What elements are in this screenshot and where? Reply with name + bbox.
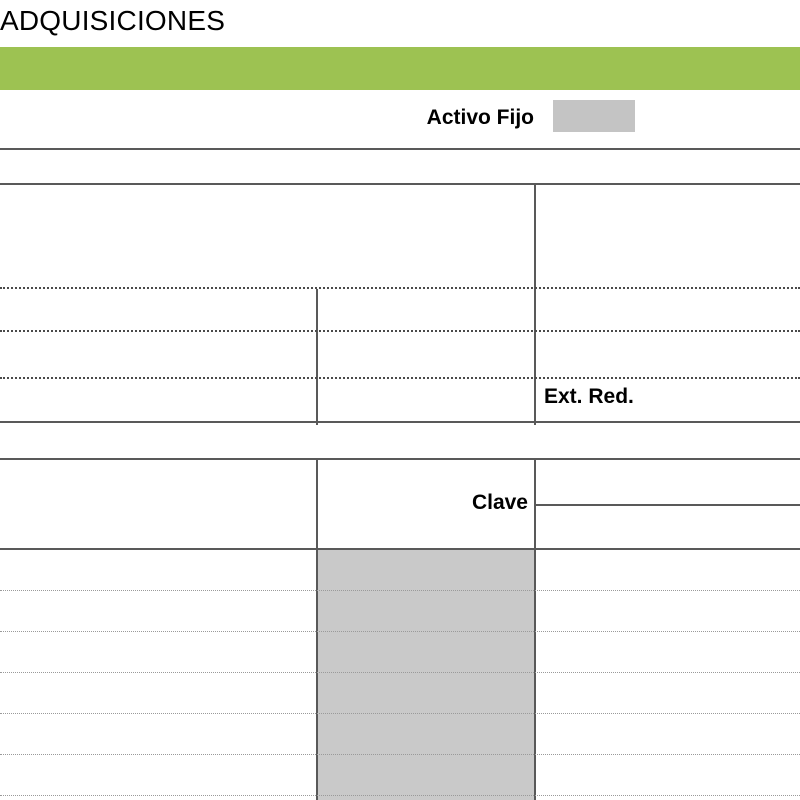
table-header-rule-right: [534, 504, 800, 506]
table-row: [0, 590, 800, 591]
column-header-clave: Clave: [471, 491, 528, 514]
table-row: [0, 754, 800, 755]
activo-fijo-row: [0, 90, 800, 150]
table-row: [0, 795, 800, 796]
table-row: [0, 672, 800, 673]
clave-column-cells[interactable]: [318, 550, 534, 800]
column-divider-right: [534, 185, 536, 425]
data-row-separator: [0, 330, 800, 332]
green-header-band: [0, 47, 800, 90]
page-title: ADQUISICIONES: [0, 5, 226, 36]
data-row-separator: [0, 287, 800, 289]
activo-fijo-input[interactable]: [553, 100, 635, 132]
column-divider-left: [316, 289, 318, 425]
ext-red-label: Ext. Red.: [544, 385, 634, 408]
table-row: [0, 631, 800, 632]
table-row: [0, 713, 800, 714]
table-column-divider-right: [534, 458, 536, 800]
activo-fijo-label: Activo Fijo: [426, 106, 534, 129]
